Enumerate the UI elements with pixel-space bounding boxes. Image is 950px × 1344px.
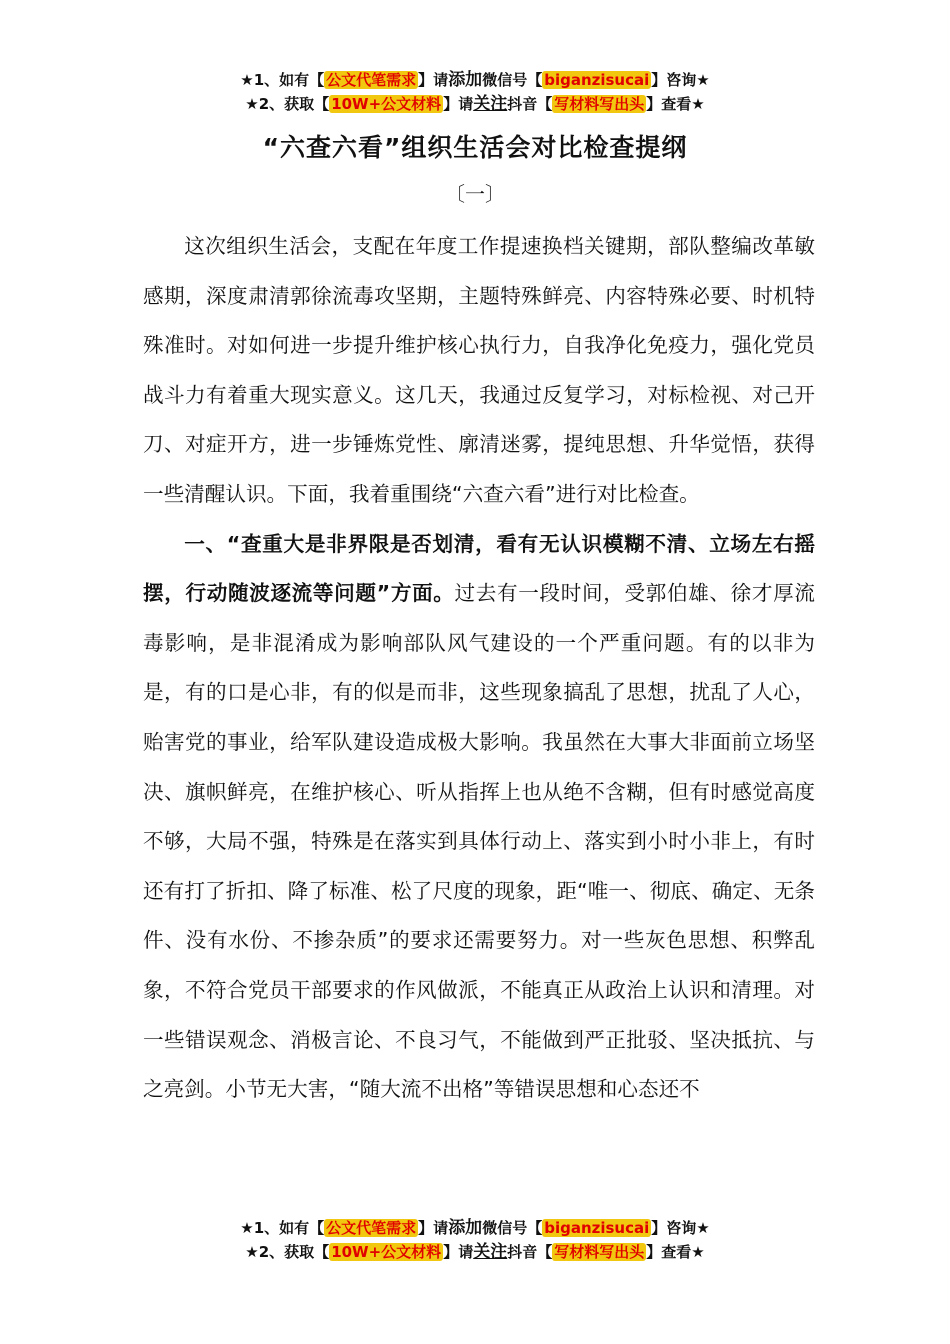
header-banner [0, 68, 950, 116]
document-subtitle: 〔一〕 [445, 182, 505, 206]
highlight-service: 公文代笔需求 [326, 71, 417, 89]
banner-line-1 [0, 1216, 950, 1240]
banner-text: ★2、获取【 [245, 95, 330, 113]
section-1-paragraph [143, 520, 815, 1115]
banner-line-2 [0, 1240, 950, 1264]
banner-text: ★2、获取【 [245, 1243, 330, 1261]
section-1-heading: 一、“查重大是非界限是否划清，看有无认识模糊不清、立场左右摇摆，行动随波逐流等问题”方面。 [143, 531, 815, 606]
section-1-body: 过去有一段时间，受郭伯雄、徐才厚流毒影响，是非混淆成为影响部队风气建设的一个严重问题。有的以非为是，有的口是心非，有的似是而非，这些现象搞乱了思想，扰乱了人心，贻害党的事业，给军队建设造成极大影响。我虽然在大事大非面前立场坚决、旗帜鲜亮，在维护核心、听从指挥上也从绝不含糊，但有时感觉高度不够，大局不强，特殊是在落实到具体行动上、落实到小时小非上，有时还有打了折扣、降了标准、松了尺度的现象，距“唯一、彻底、确定、无条件、没有水份、不掺杂质”的要求还需要努力。对一些灰色思想、积弊乱象，不符合党员干部要求的作风做派，不能真正从政治上认识和清理。对一些错误观念、消极言论、不良习气，不能做到严正批驳、坚决抵抗、与之亮剑。小节无大害，“随大流不出格”等错误思想和心态还不 [143, 581, 815, 1102]
banner-text: 】请 [443, 1243, 474, 1261]
document-title: “六查六看”组织生活会对比检查提纲 [262, 133, 688, 162]
highlight-douyin-account: 写材料写出头 [554, 95, 645, 113]
banner-emphasis: 添加 [448, 1218, 483, 1238]
banner-text: 微信号【 [482, 1219, 543, 1237]
banner-text: 】请 [443, 95, 474, 113]
banner-text: 抖音【 [507, 1243, 553, 1261]
banner-text: ★1、如有【 [240, 71, 325, 89]
banner-text: ★1、如有【 [240, 1219, 325, 1237]
banner-text: 】咨询★ [651, 71, 710, 89]
banner-text: 】查看★ [646, 1243, 705, 1261]
banner-text: 】咨询★ [651, 1219, 710, 1237]
banner-line-2 [0, 92, 950, 116]
highlight-wechat-id: biganzisucai [544, 1219, 650, 1237]
highlight-douyin-account: 写材料写出头 [554, 1243, 645, 1261]
intro-paragraph: 这次组织生活会，支配在年度工作提速换档关键期，部队整编改革敏感期，深度肃清郭徐流毒攻坚期，主题特殊鲜亮、内容特殊必要、时机特殊准时。对如何进一步提升维护核心执行力，自我净化免疫力，强化党员战斗力有着重大现实意义。这几天，我通过反复学习，对标检视、对己开刀、对症开方，进一步锤炼党性、廓清迷雾，提纯思想、升华觉悟，获得一些清醒认识。下面，我着重围绕“六查六看”进行对比检查。 [143, 234, 815, 506]
highlight-materials: 10W+公文材料 [331, 1243, 442, 1261]
document-body [143, 222, 815, 1207]
banner-emphasis: 添加 [448, 70, 483, 90]
banner-text: 抖音【 [507, 95, 553, 113]
banner-emphasis: 关注 [473, 1242, 508, 1262]
highlight-service: 公文代笔需求 [326, 1219, 417, 1237]
banner-emphasis: 关注 [473, 94, 508, 114]
banner-text: 】请 [418, 1219, 449, 1237]
banner-text: 微信号【 [482, 71, 543, 89]
highlight-materials: 10W+公文材料 [331, 95, 442, 113]
footer-banner [0, 1216, 950, 1264]
banner-text: 】查看★ [646, 95, 705, 113]
banner-line-1 [0, 68, 950, 92]
highlight-wechat-id: biganzisucai [544, 71, 650, 89]
banner-text: 】请 [418, 71, 449, 89]
